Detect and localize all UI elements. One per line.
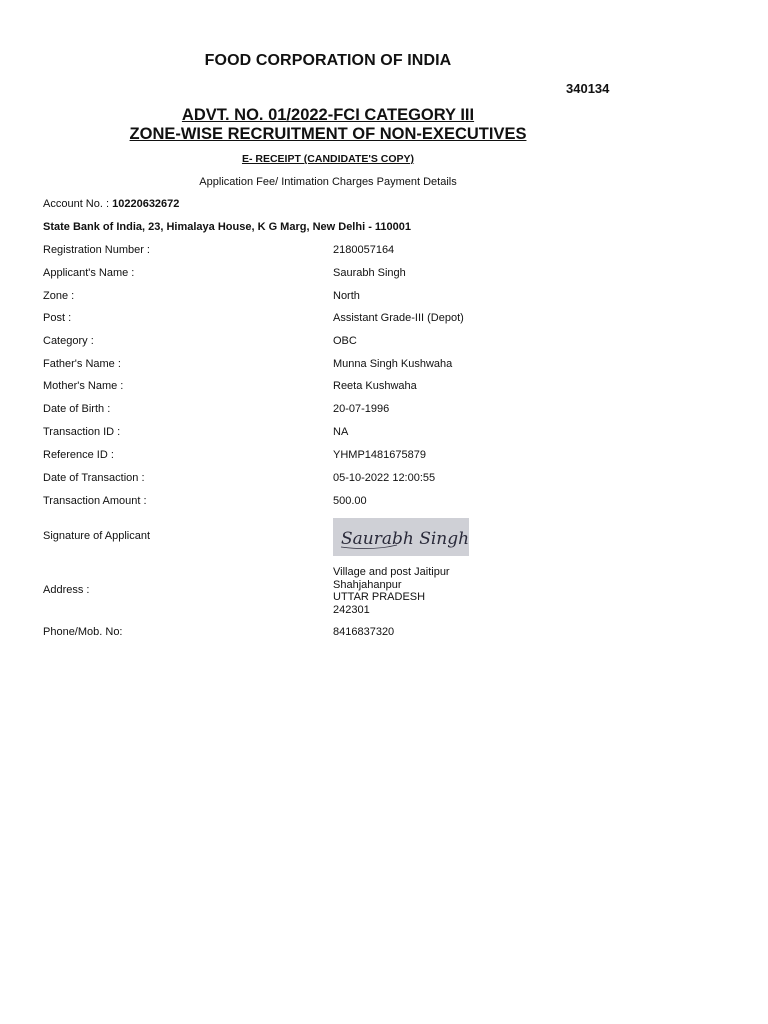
org-title: FOOD CORPORATION OF INDIA xyxy=(204,52,452,69)
detail-value: NA xyxy=(333,426,349,438)
detail-label: Father's Name : xyxy=(43,358,121,370)
phone-value: 8416837320 xyxy=(333,626,395,638)
detail-label: Zone : xyxy=(43,290,75,302)
account-line xyxy=(43,198,179,210)
signature-label: Signature of Applicant xyxy=(43,530,151,542)
detail-value: 2180057164 xyxy=(333,244,395,256)
address-line-2: Shahjahanpur xyxy=(333,578,402,591)
advertisement-title xyxy=(0,106,656,144)
detail-label: Category : xyxy=(43,335,94,347)
detail-value: Assistant Grade-III (Depot) xyxy=(333,312,464,324)
address-label: Address : xyxy=(43,584,90,596)
detail-label: Post : xyxy=(43,312,72,324)
detail-label: Registration Number : xyxy=(43,244,150,256)
detail-value: Saurabh Singh xyxy=(333,267,406,279)
svg-text:Saurabh Singh: Saurabh Singh xyxy=(341,529,469,549)
detail-value: North xyxy=(333,290,360,302)
detail-value: 500.00 xyxy=(333,495,367,507)
handwritten-signature xyxy=(333,518,469,556)
signature-image xyxy=(333,518,469,556)
detail-label: Mother's Name : xyxy=(43,380,124,392)
detail-value: OBC xyxy=(333,335,357,347)
detail-label: Date of Transaction : xyxy=(43,472,145,484)
detail-value: Munna Singh Kushwaha xyxy=(333,358,453,370)
receipt-type: E- RECEIPT (CANDIDATE'S COPY) xyxy=(241,153,415,165)
address-lines xyxy=(333,566,450,616)
account-label: Account No. : xyxy=(43,198,110,210)
detail-label: Applicant's Name : xyxy=(43,267,135,279)
address-line-3: UTTAR PRADESH xyxy=(333,591,426,603)
detail-value: YHMP1481675879 xyxy=(333,449,426,461)
detail-label: Date of Birth : xyxy=(43,403,111,415)
advt-line-1: ADVT. NO. 01/2022-FCI CATEGORY III xyxy=(181,106,475,124)
detail-label: Transaction Amount : xyxy=(43,495,147,507)
reference-number: 340134 xyxy=(566,81,610,96)
detail-label: Reference ID : xyxy=(43,449,114,461)
detail-value: Reeta Kushwaha xyxy=(333,380,417,392)
payment-heading: Application Fee/ Intimation Charges Payment Details xyxy=(199,176,457,188)
detail-label: Transaction ID : xyxy=(43,426,121,438)
bank-address: State Bank of India, 23, Himalaya House, K G Marg, New Delhi - 110001 xyxy=(43,221,412,233)
address-line-4: 242301 xyxy=(333,603,370,616)
advt-line-2: ZONE-WISE RECRUITMENT OF NON-EXECUTIVES xyxy=(129,125,527,143)
phone-label: Phone/Mob. No: xyxy=(43,626,123,638)
detail-value: 05-10-2022 12:00:55 xyxy=(333,472,436,484)
address-line-1: Village and post Jaitipur xyxy=(333,566,450,578)
detail-value: 20-07-1996 xyxy=(333,403,390,415)
account-number: 10220632672 xyxy=(112,198,180,210)
